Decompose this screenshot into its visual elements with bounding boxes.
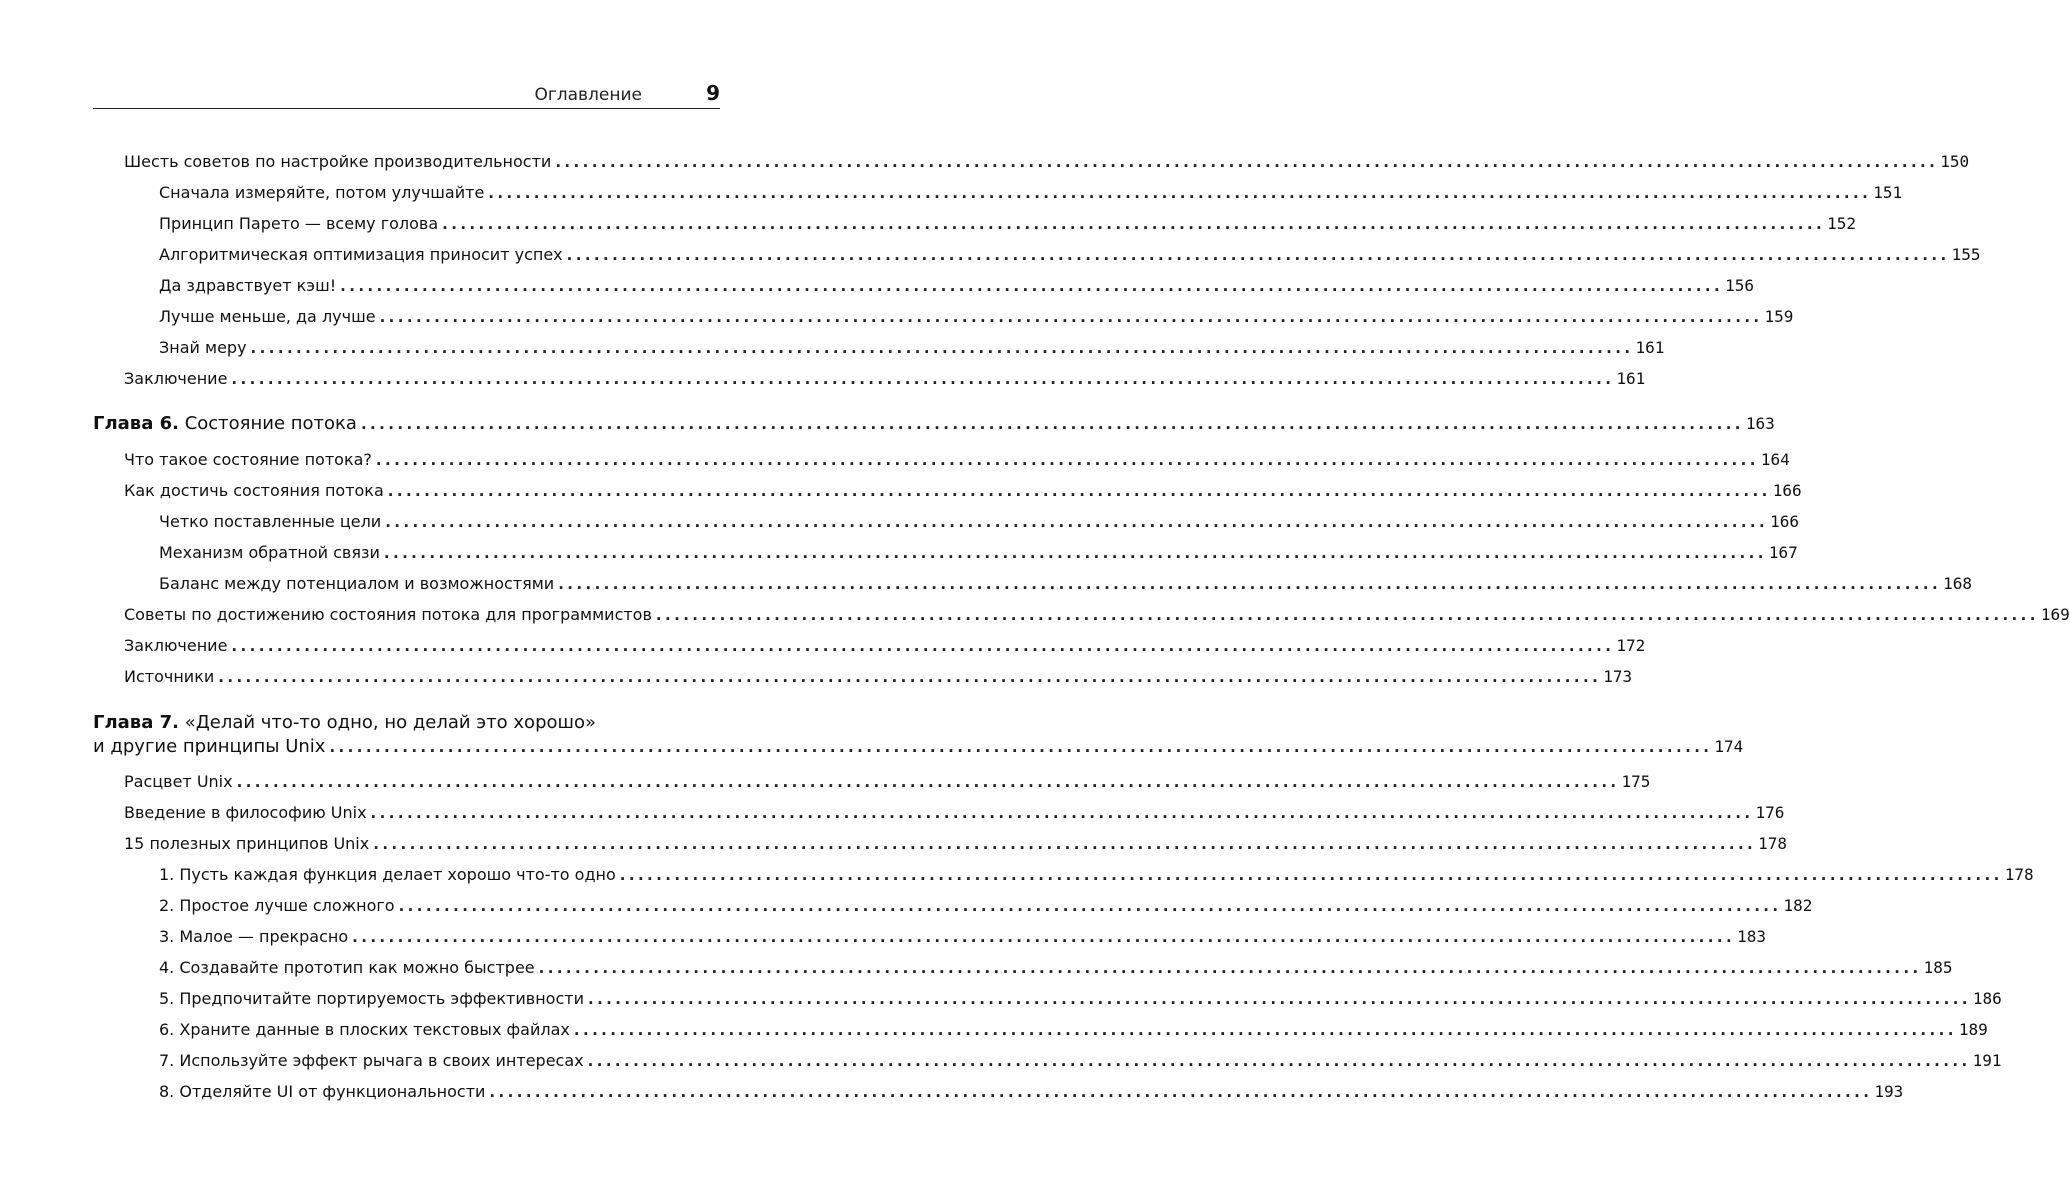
chapter-number: Глава 6. xyxy=(93,413,179,434)
toc-entry[interactable] xyxy=(159,863,2034,887)
dot-leader: ........................................................................................................................................................ xyxy=(555,153,1939,171)
toc-entry-page: 175 xyxy=(1621,772,1651,791)
toc-entry-label: Лучше меньше, да лучше xyxy=(159,307,376,326)
toc-entry-page: 173 xyxy=(1603,667,1633,686)
dot-leader: ........................................................................................................................................................ xyxy=(231,637,1615,655)
toc-entry-page: 166 xyxy=(1772,481,1802,500)
toc-entry-page: 189 xyxy=(1958,1020,1988,1039)
toc-chapter-7[interactable] xyxy=(93,735,1744,759)
toc-entry[interactable] xyxy=(159,987,2002,1011)
dot-leader: ........................................................................................................................................................ xyxy=(573,1021,1957,1039)
toc-entry[interactable] xyxy=(159,925,1766,949)
toc-entry-label: Расцвет Unix xyxy=(124,772,233,791)
toc-entry-page: 166 xyxy=(1770,512,1800,531)
toc-entry[interactable] xyxy=(124,479,1802,503)
chapter-title: «Делай что-то одно, но делай это хорошо» xyxy=(178,712,597,733)
dot-leader: ........................................................................................................................................................ xyxy=(655,606,2039,624)
toc-entry[interactable] xyxy=(124,634,1646,658)
dot-leader: ........................................................................................................................................................ xyxy=(250,339,1634,357)
toc-entry-label: Шесть советов по настройке производительности xyxy=(124,152,552,171)
toc-entry[interactable] xyxy=(159,956,1953,980)
toc-entry[interactable] xyxy=(159,541,1798,565)
toc-entry[interactable] xyxy=(159,305,1794,329)
toc-entry[interactable] xyxy=(124,603,2070,627)
toc-entry-page: 178 xyxy=(1758,834,1788,853)
toc-entry-label: Механизм обратной связи xyxy=(159,543,380,562)
toc-entry[interactable] xyxy=(159,510,1800,534)
running-header xyxy=(93,80,720,109)
toc-entry-label: Как достичь состояния потока xyxy=(124,481,384,500)
toc-entry-label: Что такое состояние потока? xyxy=(124,450,372,469)
toc-entry[interactable] xyxy=(159,894,1813,918)
toc-entry-label: Введение в философию Unix xyxy=(124,803,367,822)
toc-entry-label: Баланс между потенциалом и возможностями xyxy=(159,574,555,593)
dot-leader: ........................................................................................................................................................ xyxy=(566,246,1950,264)
dot-leader: ........................................................................................................................................................ xyxy=(383,544,1767,562)
dot-leader: ........................................................................................................................................................ xyxy=(340,277,1724,295)
toc-entry-label: Заключение xyxy=(124,369,228,388)
toc-entry[interactable] xyxy=(124,832,1788,856)
toc-entry-label: Заключение xyxy=(124,636,228,655)
dot-leader: ........................................................................................................................................................ xyxy=(218,668,1602,686)
toc-entry-page: 167 xyxy=(1768,543,1798,562)
dot-leader: ........................................................................................................................................................ xyxy=(558,575,1942,593)
header-page-number: 9 xyxy=(706,81,720,105)
toc-entry-label: Да здравствует кэш! xyxy=(159,276,337,295)
header-title: Оглавление xyxy=(534,85,642,105)
toc-entry-label: 2. Простое лучше сложного xyxy=(159,896,395,915)
toc-entry-page: 150 xyxy=(1940,152,1970,171)
toc-entry-label: 4. Создавайте прототип как можно быстрее xyxy=(159,958,535,977)
toc-entry-page: 163 xyxy=(1745,414,1775,433)
toc-entry[interactable] xyxy=(159,1018,1988,1042)
toc-entry-page: 176 xyxy=(1755,803,1785,822)
toc-entry-label: 1. Пусть каждая функция делает хорошо что-то одно xyxy=(159,865,616,884)
toc-entry[interactable] xyxy=(124,770,1651,794)
toc-entry-label: Алгоритмическая оптимизация приносит успех xyxy=(159,245,563,264)
toc-entry-page: 161 xyxy=(1635,338,1665,357)
toc-entry[interactable] xyxy=(124,801,1785,825)
toc-entry-label: 7. Используйте эффект рычага в своих интересах xyxy=(159,1051,584,1070)
toc-entry-page: 178 xyxy=(2004,865,2034,884)
dot-leader: ........................................................................................................................................................ xyxy=(538,959,1922,977)
toc-entry[interactable] xyxy=(124,367,1646,391)
toc-entry-label: Принцип Парето — всему голова xyxy=(159,214,439,233)
dot-leader: ........................................................................................................................................................ xyxy=(398,897,1782,915)
toc-entry[interactable] xyxy=(159,1080,1904,1104)
toc-entry-page: 182 xyxy=(1783,896,1813,915)
toc-entry[interactable] xyxy=(159,212,1856,236)
chapter-number: Глава 7. xyxy=(93,712,179,733)
toc-chapter-7-title-line[interactable] xyxy=(93,710,596,736)
toc-entry-label: Четко поставленные цели xyxy=(159,512,382,531)
toc-entry-label: Советы по достижению состояния потока для программистов xyxy=(124,605,652,624)
dot-leader: ........................................................................................................................................................ xyxy=(489,1083,1873,1101)
toc-entry-page: 186 xyxy=(1972,989,2002,1008)
toc-entry-page: 191 xyxy=(1972,1051,2002,1070)
toc-entry-page: 168 xyxy=(1943,574,1973,593)
toc-chapter-6[interactable] xyxy=(93,412,1775,436)
dot-leader: ........................................................................................................................................................ xyxy=(619,866,2003,884)
toc-entry-page: 152 xyxy=(1827,214,1856,233)
toc-entry-page: 193 xyxy=(1874,1082,1904,1101)
dot-leader: ........................................................................................................................................................ xyxy=(385,513,1769,531)
chapter-title: Состояние потока xyxy=(178,413,357,434)
dot-leader: ........................................................................................................................................................ xyxy=(379,308,1763,326)
dot-leader: ........................................................................................................................................................ xyxy=(329,738,1713,756)
toc-entry[interactable] xyxy=(124,665,1633,689)
dot-leader: ........................................................................................................................................................ xyxy=(488,184,1872,202)
toc-entry[interactable] xyxy=(159,572,1973,596)
dot-leader: ........................................................................................................................................................ xyxy=(387,482,1771,500)
dot-leader: ........................................................................................................................................................ xyxy=(587,1052,1971,1070)
toc-entry[interactable] xyxy=(159,181,1903,205)
toc-entry-page: 159 xyxy=(1764,307,1794,326)
toc-entry-label: Знай меру xyxy=(159,338,247,357)
toc-entry-label: 6. Храните данные в плоских текстовых файлах xyxy=(159,1020,570,1039)
toc-entry-label: 5. Предпочитайте портируемость эффективности xyxy=(159,989,584,1008)
chapter-title-continued: и другие принципы Unix xyxy=(93,736,326,757)
toc-entry-label: Источники xyxy=(124,667,215,686)
dot-leader: ........................................................................................................................................................ xyxy=(360,415,1744,433)
dot-leader: ........................................................................................................................................................ xyxy=(352,928,1736,946)
dot-leader: ........................................................................................................................................................ xyxy=(370,804,1754,822)
toc-entry-page: 155 xyxy=(1951,245,1981,264)
toc-entry[interactable] xyxy=(159,274,1754,298)
toc-entry-label: Сначала измеряйте, потом улучшайте xyxy=(159,183,485,202)
toc-entry-label: 8. Отделяйте UI от функциональности xyxy=(159,1082,486,1101)
toc-entry-page: 169 xyxy=(2040,605,2070,624)
dot-leader: ........................................................................................................................................................ xyxy=(375,451,1759,469)
toc-entry-label: 3. Малое — прекрасно xyxy=(159,927,349,946)
toc-entry-page: 151 xyxy=(1873,183,1903,202)
toc-entry[interactable] xyxy=(159,1049,2002,1073)
toc-entry-page: 185 xyxy=(1923,958,1953,977)
toc-entry[interactable] xyxy=(124,150,1970,174)
dot-leader: ........................................................................................................................................................ xyxy=(442,215,1826,233)
dot-leader: ........................................................................................................................................................ xyxy=(231,370,1615,388)
toc-entry-page: 164 xyxy=(1760,450,1790,469)
toc-entry-page: 174 xyxy=(1714,737,1744,756)
dot-leader: ........................................................................................................................................................ xyxy=(587,990,1971,1008)
toc-entry-page: 156 xyxy=(1725,276,1754,295)
toc-entry[interactable] xyxy=(124,448,1790,472)
toc-entry[interactable] xyxy=(159,243,1981,267)
toc-entry-page: 161 xyxy=(1616,369,1646,388)
dot-leader: ........................................................................................................................................................ xyxy=(236,773,1620,791)
toc-entry[interactable] xyxy=(159,336,1665,360)
toc-entry-page: 172 xyxy=(1616,636,1646,655)
toc-entry-page: 183 xyxy=(1737,927,1766,946)
dot-leader: ........................................................................................................................................................ xyxy=(373,835,1757,853)
toc-entry-label: 15 полезных принципов Unix xyxy=(124,834,370,853)
